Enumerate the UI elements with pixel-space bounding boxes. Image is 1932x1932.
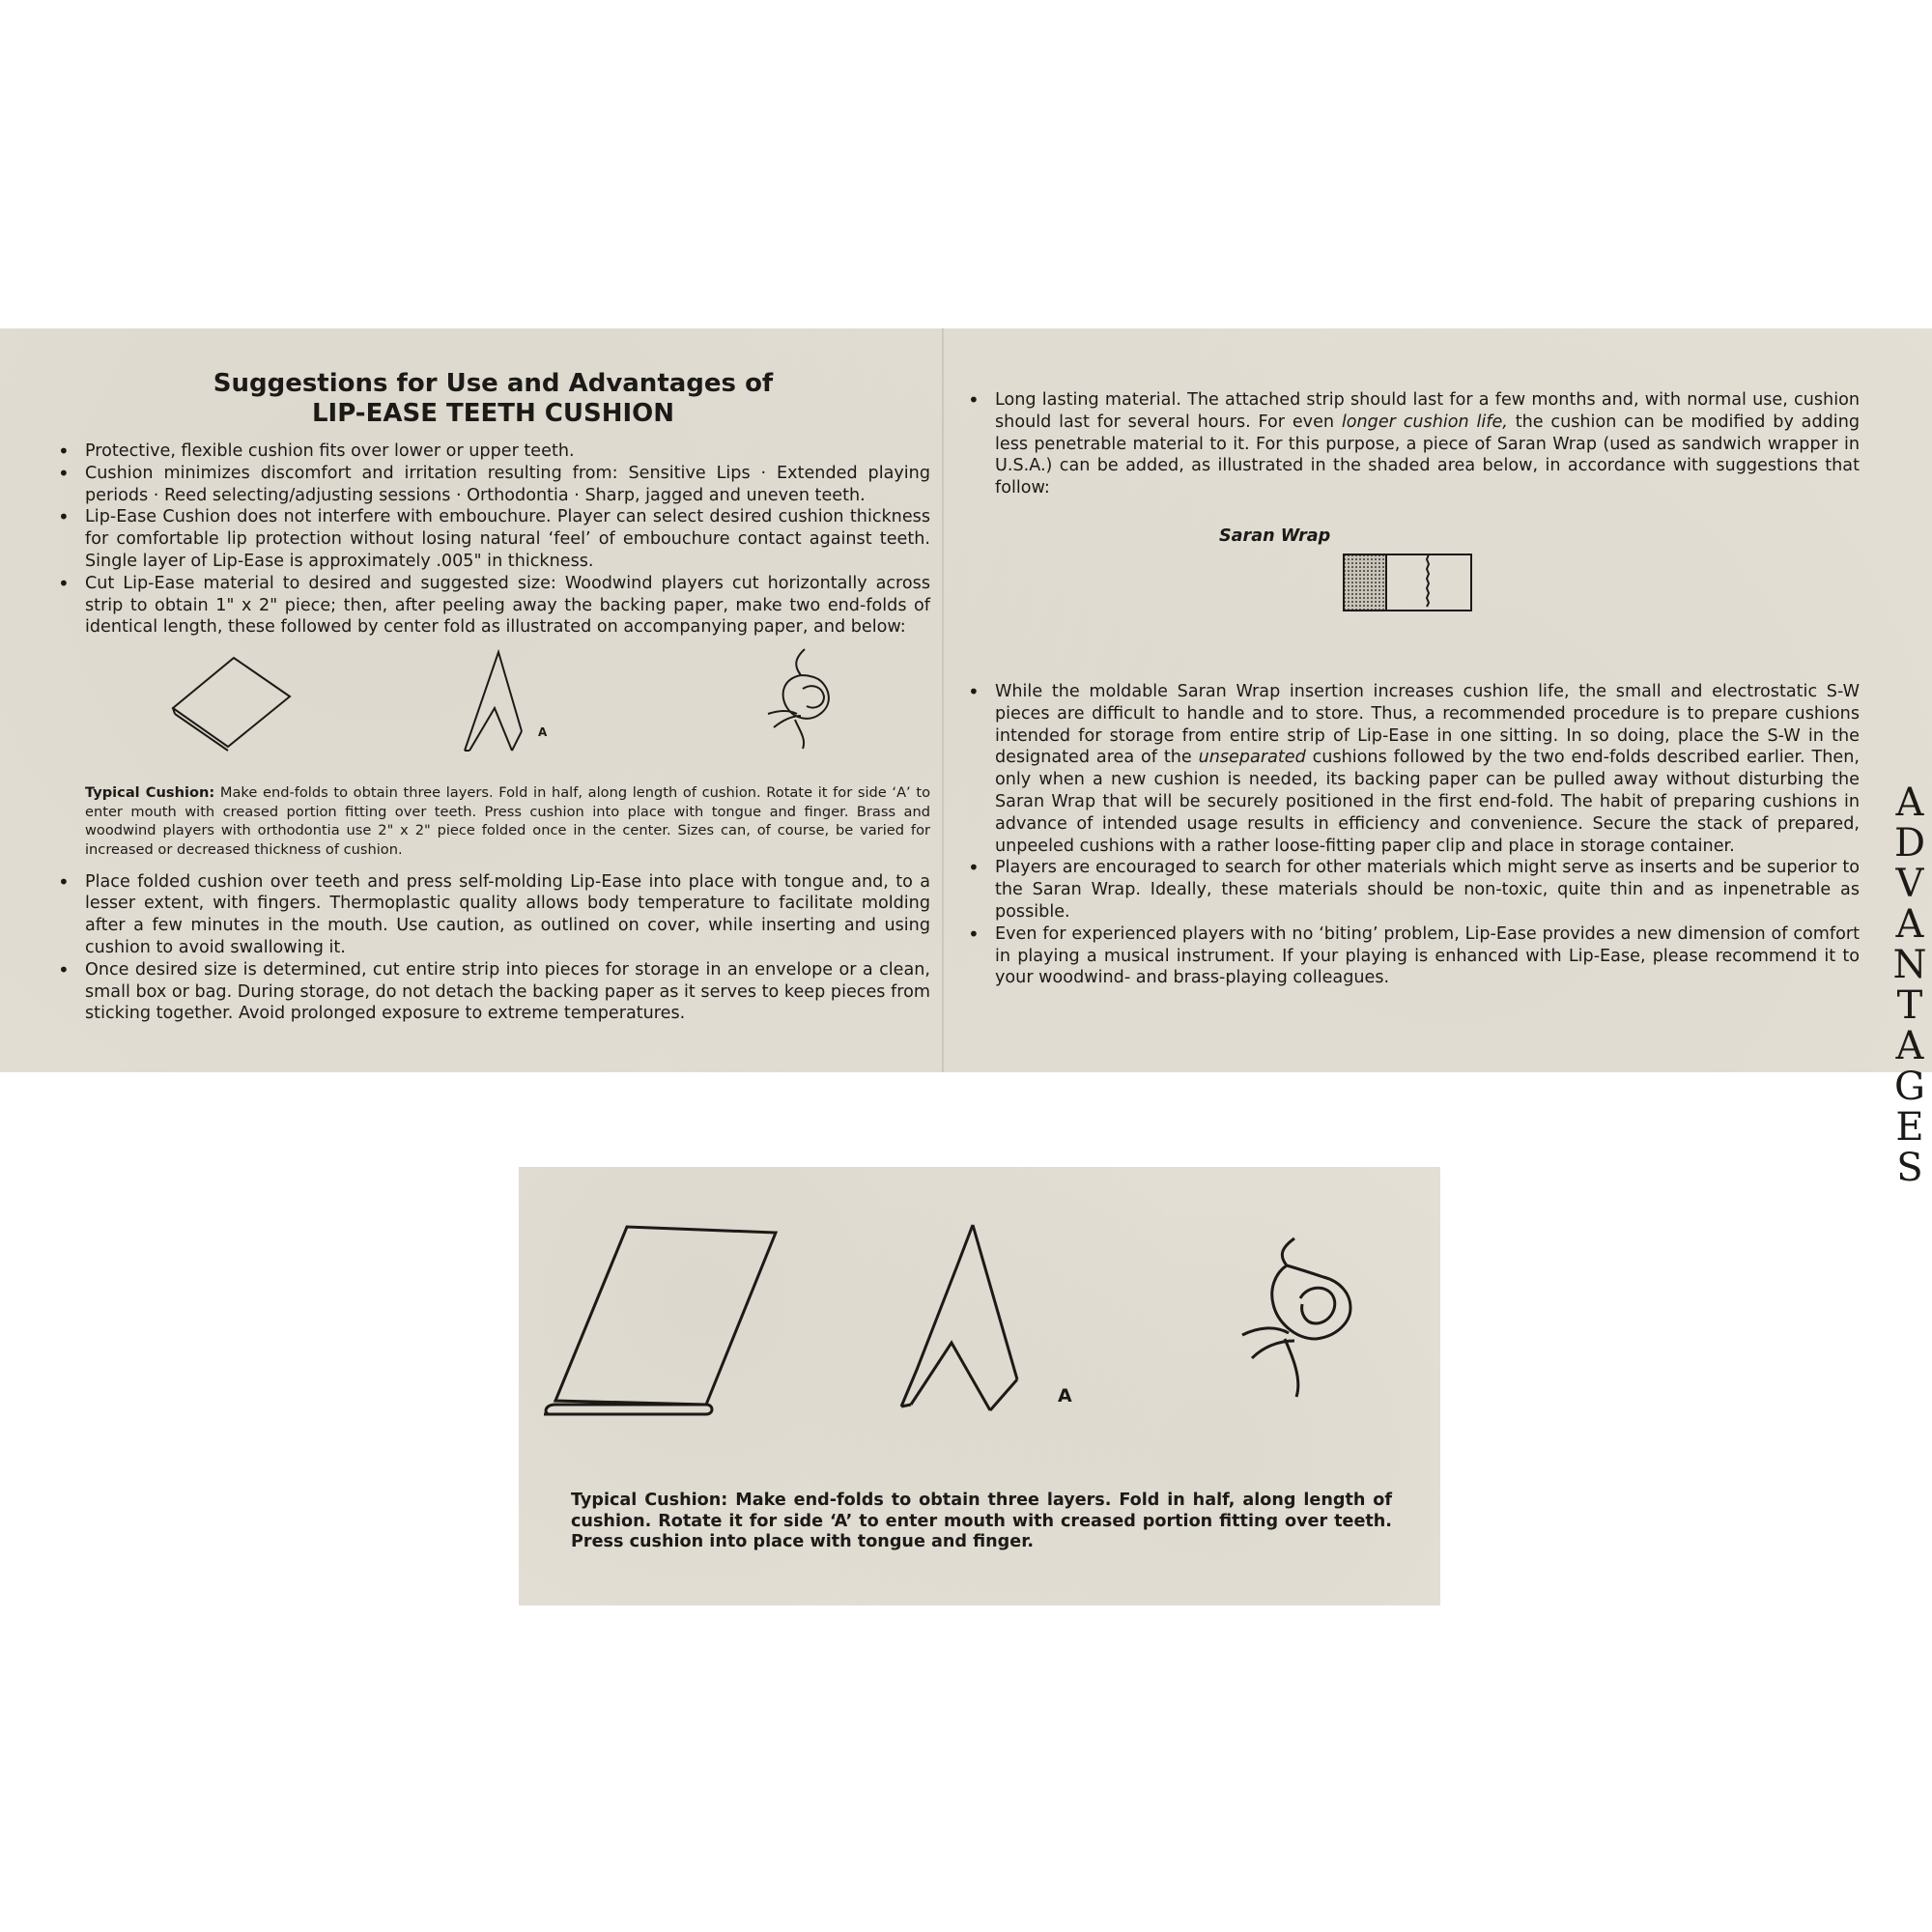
bullet-text: cushions followed by the two end-folds described earlier. Then, only when a new cushion is needed, its backing paper can be pulled away without disturbing the Saran Wrap that will be securely positioned in the first end-fold. The habit of preparing cushions in advance of intended usage results in efficiency and convenience. Secure the stack of prepared, unpeeled cushions with a rather loose-fitting paper clip and place in storage container. bbox=[995, 748, 1860, 856]
fold-line bbox=[942, 328, 944, 1072]
heading-letter: A bbox=[1895, 781, 1924, 825]
bullet-text: While the moldable Saran Wrap insertion increases cushion life, the small and electrostatic S-W pieces are difficult to handle and to store. Thus, a recommended procedure is to prepare cushions intended for storage from entire strip of Lip-Ease in one sitting. In so doing, place the S-W in the designated area of the bbox=[995, 681, 1860, 768]
saran-wrap-diagram bbox=[1343, 554, 1473, 613]
saran-wrap-figure bbox=[966, 499, 1860, 673]
side-a-label-large: A bbox=[1058, 1385, 1072, 1406]
heading-letter: D bbox=[1893, 821, 1926, 866]
card-caption bbox=[571, 1491, 1392, 1553]
bullet-item: • Cut Lip-Ease material to desired and suggested size: Woodwind players cut horizontally across strip to obtain 1" x 2" piece; then, after peeling away the backing paper, make two end-folds of identical length, these followed by center fold as illustrated on accompanying paper, and below: bbox=[56, 573, 930, 639]
heading-letter: A bbox=[1895, 902, 1924, 947]
bullet-item bbox=[966, 681, 1860, 857]
right-panel bbox=[966, 328, 1860, 989]
heading-letter: T bbox=[1896, 983, 1923, 1028]
mouth-illustration bbox=[766, 646, 853, 753]
heading-letter: G bbox=[1894, 1065, 1925, 1109]
bullet-item: • Cushion minimizes discomfort and irritation resulting from: Sensitive Lips · Extended playing periods · Reed selecting/adjusting sessions · Orthodontia · Sharp, jagged and uneven teeth. bbox=[56, 463, 930, 507]
bullet-list-top bbox=[56, 440, 930, 639]
mouth-illustration-large bbox=[1238, 1235, 1383, 1399]
bullet-emphasis: unseparated bbox=[1198, 748, 1306, 768]
heading-letter: N bbox=[1892, 943, 1927, 987]
caption-text: Make end-folds to obtain three layers. Fold in half, along length of cushion. Rotate it for side ‘A’ to enter mouth with creased portion fitting over teeth. Press cushion into place with tongue and finger. Brass and woodwind players with orthodontia use 2" x 2" piece folded once in the center. Sizes can, of course, be varied for increased or decreased thickness of cushion. bbox=[85, 784, 930, 858]
caption-text: Make end-folds to obtain three layers. Fold in half, along length of cushion. Rotate it for side ‘A’ to enter mouth with creased portion fitting over teeth. Press cushion into place with tongue and finger. bbox=[571, 1491, 1392, 1551]
title-line-2: LIP-EASE TEETH CUSHION bbox=[311, 399, 675, 428]
sheet-title bbox=[56, 369, 930, 429]
caption-lead: Typical Cushion: bbox=[85, 784, 215, 802]
bullet-item: • Protective, flexible cushion fits over lower or upper teeth. bbox=[56, 440, 930, 463]
title-line-1: Suggestions for Use and Advantages of bbox=[213, 369, 774, 398]
left-panel bbox=[56, 328, 930, 1025]
bullet-text: Long lasting material. The attached strip should last for a few months and, with normal use, cushion should last for several hours. For even bbox=[995, 390, 1860, 432]
bullet-text: the cushion can be modified by adding less penetrable material to it. For this purpose, a piece of Saran Wrap (used as sandwich wrapper in U.S.A.) can be added, as illustrated in the shaded area below, in accordance with suggestions that follow: bbox=[995, 412, 1861, 498]
flat-cushion-illustration bbox=[170, 650, 296, 752]
bullet-item: • Lip-Ease Cushion does not interfere with embouchure. Player can select desired cushion thickness for comfortable lip protection without losing natural ‘feel’ of embouchure contact against teeth. Single layer of Lip-Ease is approximately .005" in thickness. bbox=[56, 506, 930, 572]
folded-cushion-illustration bbox=[462, 644, 529, 758]
heading-letter: V bbox=[1895, 862, 1924, 906]
advantages-vertical-heading bbox=[1890, 782, 1929, 1188]
side-a-label: A bbox=[538, 725, 548, 740]
bullet-item bbox=[966, 389, 1860, 499]
bullet-list-right-top bbox=[966, 389, 1860, 499]
instruction-sheet bbox=[0, 328, 1932, 1190]
fold-illustrations bbox=[56, 639, 930, 783]
bullet-item: • Players are encouraged to search for other materials which might serve as inserts and be superior to the Saran Wrap. Ideally, these materials should be non-toxic, quite thin and as inpenetrable as possible. bbox=[966, 857, 1860, 923]
bullet-list-bottom bbox=[56, 871, 930, 1026]
caption-lead: Typical Cushion: bbox=[571, 1491, 728, 1510]
heading-letter: E bbox=[1895, 1105, 1924, 1150]
bullet-item: • Once desired size is determined, cut entire strip into pieces for storage in an envelope or a clean, small box or bag. During storage, do not detach the backing paper as it serves to keep pieces from sticking together. Avoid prolonged exposure to extreme temperatures. bbox=[56, 959, 930, 1025]
heading-letter: A bbox=[1895, 1024, 1924, 1068]
bullet-list-right-bottom bbox=[966, 681, 1860, 989]
folded-cushion-illustration-large bbox=[897, 1215, 1023, 1418]
bullet-item: • Place folded cushion over teeth and press self-molding Lip-Ease into place with tongue and, to a lesser extent, with fingers. Thermoplastic quality allows body temperature to facilitate molding after a few minutes in the mouth. Use caution, as outlined on cover, while inserting and using cushion to avoid swallowing it. bbox=[56, 871, 930, 959]
illustration-card bbox=[519, 1167, 1440, 1605]
typical-cushion-caption bbox=[85, 783, 930, 859]
flat-cushion-illustration-large bbox=[540, 1225, 791, 1418]
bullet-emphasis: longer cushion life, bbox=[1341, 412, 1508, 432]
heading-letter: S bbox=[1896, 1146, 1923, 1190]
bullet-item: • Even for experienced players with no ‘biting’ problem, Lip-Ease provides a new dimension of comfort in playing a musical instrument. If your playing is enhanced with Lip-Ease, please recommend it to your woodwind- and brass-playing colleagues. bbox=[966, 923, 1860, 989]
saran-wrap-label: Saran Wrap bbox=[1219, 526, 1331, 546]
